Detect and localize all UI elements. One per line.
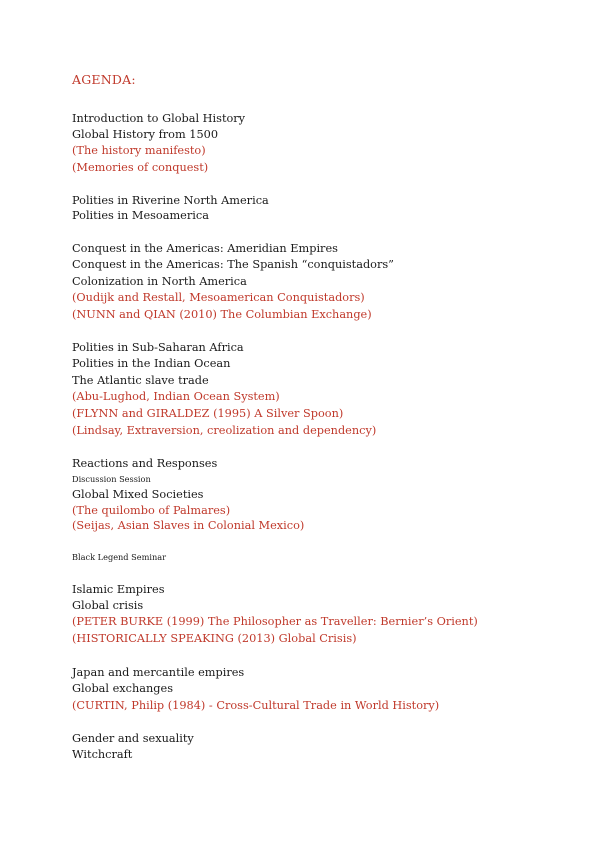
agenda-item: Global Mixed Societies: [72, 488, 204, 501]
reading-item: (The quilombo of Palmares): [72, 504, 231, 517]
agenda-item: Polities in Sub-Saharan Africa: [72, 341, 244, 354]
agenda-item: Global exchanges: [72, 682, 173, 695]
reading-item: (Lindsay, Extraversion, creolization and dependency): [72, 424, 377, 437]
agenda-item: Introduction to Global History: [72, 112, 246, 125]
agenda-item: Japan and mercantile empires: [72, 666, 245, 679]
reading-item: (Memories of conquest): [72, 161, 209, 174]
reading-item: (NUNN and QIAN (2010) The Columbian Exchange): [72, 308, 372, 321]
agenda-title: AGENDA:: [72, 72, 136, 87]
agenda-item: Polities in Riverine North America: [72, 194, 269, 207]
reading-item: (Oudijk and Restall, Mesoamerican Conquistadors): [72, 291, 365, 304]
seminar-note: Black Legend Seminar: [72, 552, 167, 562]
agenda-item: Polities in Mesoamerica: [72, 209, 209, 222]
reading-item: (CURTIN, Philip (1984) - Cross-Cultural Trade in World History): [72, 699, 440, 712]
reading-item: (Abu-Lughod, Indian Ocean System): [72, 390, 280, 403]
agenda-item: Conquest in the Americas: Ameridian Empires: [72, 242, 338, 255]
agenda-item: Gender and sexuality: [72, 732, 194, 745]
agenda-item: The Atlantic slave trade: [72, 374, 209, 387]
agenda-item: Reactions and Responses: [72, 457, 218, 470]
agenda-item: Global crisis: [72, 599, 144, 612]
reading-item: (HISTORICALLY SPEAKING (2013) Global Crisis): [72, 632, 357, 645]
reading-item: (PETER BURKE (1999) The Philosopher as Traveller: Bernier’s Orient): [72, 615, 478, 628]
agenda-item: Islamic Empires: [72, 583, 165, 596]
session-note: Discussion Session: [72, 474, 151, 484]
agenda-item: Polities in the Indian Ocean: [72, 357, 231, 370]
agenda-item: Witchcraft: [72, 748, 133, 761]
agenda-item: Colonization in North America: [72, 275, 247, 288]
reading-item: (Seijas, Asian Slaves in Colonial Mexico): [72, 519, 305, 532]
agenda-item: Global History from 1500: [72, 128, 219, 141]
agenda-item: Conquest in the Americas: The Spanish “conquistadors”: [72, 258, 394, 271]
reading-item: (FLYNN and GIRALDEZ (1995) A Silver Spoon): [72, 407, 344, 420]
reading-item: (The history manifesto): [72, 144, 206, 157]
